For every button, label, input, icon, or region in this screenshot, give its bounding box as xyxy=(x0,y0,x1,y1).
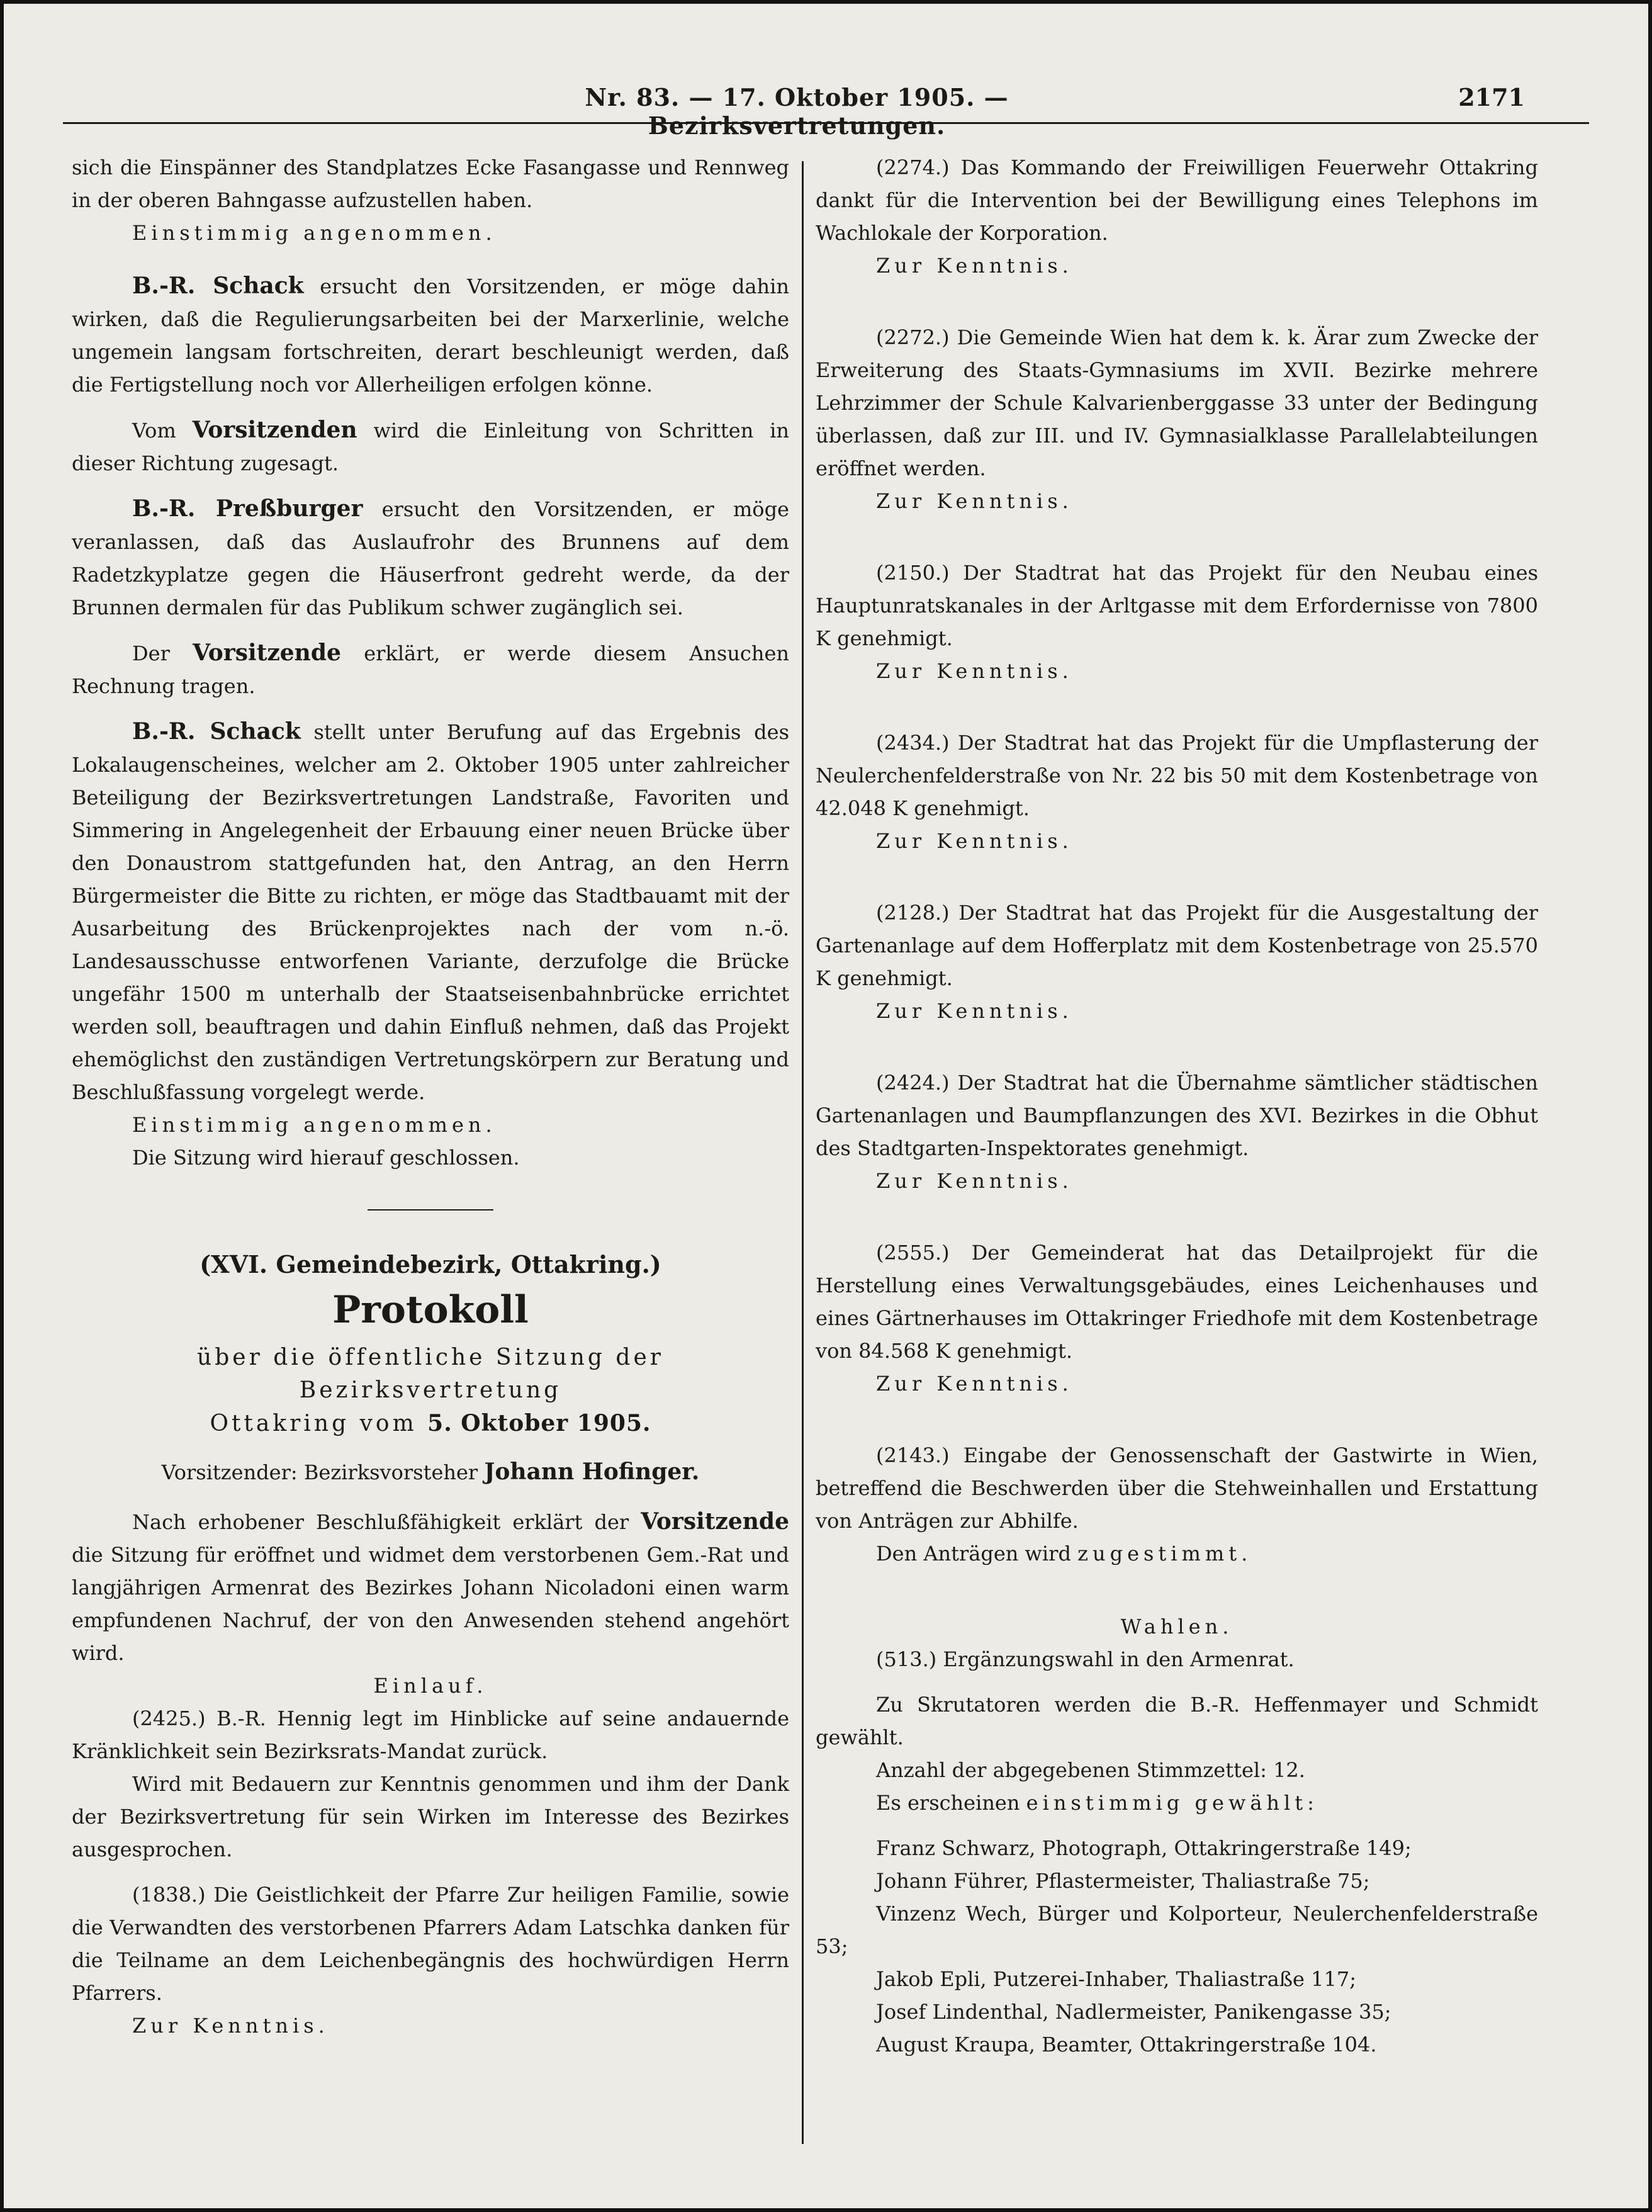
paragraph: (2150.) Der Stadtrat hat das Projekt für den Neubau eines Hauptunratskanales in der Arltgasse mit dem Erfordernisse von 7800 K genehmigt. xyxy=(816,561,1538,650)
column-divider xyxy=(802,161,804,2144)
subsection-heading: Einlauf. xyxy=(373,1674,488,1698)
paragraph-text: Nach erhobener Beschlußfähigkeit erklärt der xyxy=(132,1510,641,1534)
resolution: Zur Kenntnis. xyxy=(876,829,1073,853)
left-column xyxy=(72,151,789,2055)
chairman-label: Vorsitzender: Bezirksvorsteher xyxy=(161,1460,485,1484)
speaker: Vorsitzende xyxy=(193,640,341,666)
page-header xyxy=(4,67,1648,140)
paragraph-text: Vom xyxy=(132,419,193,443)
protokoll-heading: Protokoll xyxy=(332,1288,529,1332)
paragraph: Anzahl der abgegebenen Stimmzettel: 12. xyxy=(876,1758,1305,1782)
resolution: Zur Kenntnis. xyxy=(876,1169,1073,1193)
subtitle-line xyxy=(72,1407,789,1440)
paragraph-text: stellt unter Berufung auf das Ergebnis des Lokalaugenscheines, welcher am 2. Oktober 1905 unter zahlreicher Beteiligung der Bezirksvertretungen Landstraße, Favoriten und Simmering in Angelegenheit der Erbauung einer neuen Brücke über den Donaustrom stattgefunden hat, den Antrag, an den Herrn Bürgermeister die Bitte zu richten, er möge das Stadtbauamt mit der Ausarbeitung des Brückenprojektes nach der vom n.-ö. Landesausschusse entworfenen Variante, derzufolge die Brücke ungefähr 1500 m unterhalb der Staatseisenbahnbrücke errichtet werden soll, beauftragen und dahin Einfluß nehmen, daß das Projekt ehemöglichst den zuständigen Vertretungskörpern zur Beratung und Beschlußfassung vorgelegt werde. xyxy=(72,720,790,1104)
resolution: Zur Kenntnis. xyxy=(876,489,1073,513)
paragraph xyxy=(72,269,789,401)
paragraph-text: erklärt, er werde diesem Ansuchen Rechnung tragen. xyxy=(72,641,789,698)
paragraph: (513.) Ergänzungswahl in den Armenrat. xyxy=(876,1647,1295,1671)
resolution: Zur Kenntnis. xyxy=(876,659,1073,683)
speaker: B.-R. Schack xyxy=(132,718,301,745)
chairman-name: Johann Hofinger. xyxy=(484,1459,700,1485)
right-column xyxy=(816,151,1538,2074)
list-item: August Kraupa, Beamter, Ottakringerstraße 104. xyxy=(876,2033,1377,2057)
speaker: B.-R. Preßburger xyxy=(132,495,363,522)
header-title: Nr. 83. — 17. Oktober 1905. — Bezirksvertretungen. xyxy=(585,83,1009,140)
resolution xyxy=(816,1537,1538,1570)
paragraph-text: ersucht den Vorsitzenden, er möge veranlassen, daß das Auslaufrohr des Brunnens auf dem Radetzkyplatze gegen die Häuserfront gedreht werde, da der Brunnen dermalen für das Publikum schwer zugänglich sei. xyxy=(72,497,789,619)
list-item: Vinzenz Wech, Bürger und Kolporteur, Neulerchenfelderstraße 53; xyxy=(816,1902,1538,1958)
resolution: Einstimmig angenommen. xyxy=(132,221,497,245)
speaker: B.-R. Schack xyxy=(132,273,304,299)
resolution-text: Den Anträgen wird xyxy=(876,1542,1078,1566)
resolution: Zur Kenntnis. xyxy=(132,2014,329,2038)
paragraph: Wird mit Bedauern zur Kenntnis genommen und ihm der Dank der Bezirksvertretung für sein Wirken im Interesse des Bezirkes ausgesprochen. xyxy=(72,1772,789,1861)
paragraph: (2425.) B.-R. Hennig legt im Hinblicke auf seine andauernde Kränklichkeit sein Bezirksrats-Mandat zurück. xyxy=(72,1707,789,1763)
page-number: 2171 xyxy=(1458,83,1525,111)
paragraph xyxy=(72,1505,789,1669)
resolution: Zur Kenntnis. xyxy=(876,254,1073,278)
paragraph-text: Der xyxy=(132,641,193,665)
paragraph: Die Sitzung wird hierauf geschlossen. xyxy=(132,1146,520,1170)
subsection-heading: Wahlen. xyxy=(1120,1615,1233,1639)
paragraph: Zu Skrutatoren werden die B.-R. Heffenmayer und Schmidt gewählt. xyxy=(816,1693,1538,1749)
paragraph: sich die Einspänner des Standplatzes Ecke Fasangasse und Rennweg in der oberen Bahngasse aufzustellen haben. xyxy=(72,155,789,212)
list-item: Jakob Epli, Putzerei-Inhaber, Thaliastraße 117; xyxy=(876,1967,1357,1991)
paragraph: (1838.) Die Geistlichkeit der Pfarre Zur heiligen Familie, sowie die Verwandten des verstorbenen Pfarrers Adam Latschka danken für die Teilname an dem Leichenbegängnis des hochwürdigen Herrn Pfarrers. xyxy=(72,1883,789,2005)
header-rule xyxy=(63,122,1589,124)
resolution: Zur Kenntnis. xyxy=(876,999,1073,1023)
resolution: Einstimmig angenommen. xyxy=(132,1113,497,1137)
paragraph: (2272.) Die Gemeinde Wien hat dem k. k. Ärar zum Zwecke der Erweiterung des Staats-Gymnasiums im XVII. Bezirke mehrere Lehrzimmer der Schule Kalvarienberggasse 33 unter der Bedingung überlassen, daß zur III. und IV. Gymnasialklasse Parallelabteilungen eröffnet werden. xyxy=(816,325,1538,480)
paragraph xyxy=(72,715,789,1109)
paragraph: (2128.) Der Stadtrat hat das Projekt für die Ausgestaltung der Gartenanlage auf dem Hofferplatz mit dem Kostenbetrage von 25.570 K genehmigt. xyxy=(816,901,1538,990)
session-date: 5. Oktober 1905. xyxy=(427,1410,651,1436)
paragraph xyxy=(816,1786,1538,1819)
subtitle-text: Ottakring vom xyxy=(210,1411,428,1436)
paragraph xyxy=(72,414,789,480)
list-item: Franz Schwarz, Photograph, Ottakringerstraße 149; xyxy=(876,1836,1412,1860)
resolution: Zur Kenntnis. xyxy=(876,1372,1073,1396)
paragraph-text: die Sitzung für eröffnet und widmet dem verstorbenen Gem.-Rat und langjährigen Armenrat des Bezirkes Johann Nicoladoni einen warm empfundenen Nachruf, der von den Anwesenden stehend angehört wird. xyxy=(72,1543,789,1665)
section-divider xyxy=(368,1209,493,1210)
speaker: Vorsitzende xyxy=(641,1508,789,1535)
resolution-emphasis: zugestimmt. xyxy=(1077,1542,1252,1566)
section-title: (XVI. Gemeindebezirk, Ottakring.) xyxy=(199,1250,661,1278)
paragraph-text: wird die Einleitung von Schritten in dieser Richtung zugesagt. xyxy=(72,419,790,475)
chairman-line xyxy=(72,1455,789,1489)
paragraph xyxy=(72,492,789,624)
paragraph-text: ersucht den Vorsitzenden, er möge dahin wirken, daß die Regulierungsarbeiten bei der Marxerlinie, welche ungemein langsam fortschreiten, derart beschleunigt werden, daß die Fertigstellung noch vor Allerheiligen erfolgen könne. xyxy=(72,274,789,397)
list-item: Johann Führer, Pflastermeister, Thaliastraße 75; xyxy=(876,1869,1370,1893)
paragraph: (2424.) Der Stadtrat hat die Übernahme sämtlicher städtischen Gartenanlagen und Baumpflanzungen des XVI. Bezirkes in die Obhut des Stadtgarten-Inspektorates genehmigt. xyxy=(816,1071,1538,1160)
paragraph: (2143.) Eingabe der Genossenschaft der Gastwirte in Wien, betreffend die Beschwerden über die Stehweinhallen und Erstattung von Anträgen zur Abhilfe. xyxy=(816,1443,1538,1533)
document-page xyxy=(4,4,1648,2208)
subtitle-line: über die öffentliche Sitzung der Bezirksvertretung xyxy=(197,1345,664,1403)
paragraph: (2555.) Der Gemeinderat hat das Detailprojekt für die Herstellung eines Verwaltungsgebäudes, eines Leichenhauses und eines Gärtnerhauses im Ottakringer Friedhofe mit dem Kostenbetrage von 84.568 K genehmigt. xyxy=(816,1241,1538,1363)
speaker: Vorsitzenden xyxy=(192,417,357,443)
paragraph: (2434.) Der Stadtrat hat das Projekt für die Umpflasterung der Neulerchenfelderstraße von Nr. 22 bis 50 mit dem Kostenbetrage von 42.048 K genehmigt. xyxy=(816,731,1538,820)
list-item: Josef Lindenthal, Nadlermeister, Panikengasse 35; xyxy=(876,2000,1391,2024)
paragraph: (2274.) Das Kommando der Freiwilligen Feuerwehr Ottakring dankt für die Intervention bei der Bewilligung eines Telephons im Wachlokale der Korporation. xyxy=(816,155,1538,245)
paragraph xyxy=(72,636,789,703)
paragraph-text: Es erscheinen xyxy=(876,1791,1026,1815)
paragraph-emphasis: einstimmig gewählt: xyxy=(1026,1791,1318,1815)
